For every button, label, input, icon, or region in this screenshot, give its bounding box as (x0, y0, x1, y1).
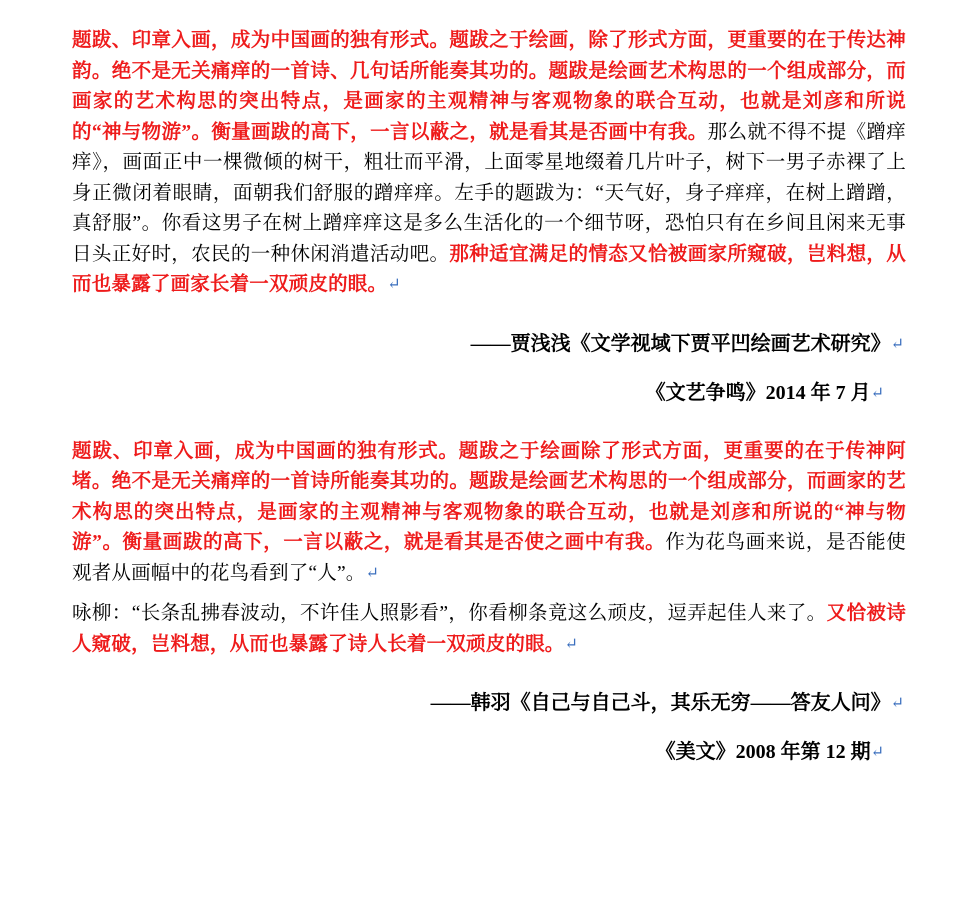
journal-text: 《文艺争鸣》2014 年 7 月 (645, 381, 871, 404)
attribution-journal-1 (72, 378, 906, 409)
text-run-black: 咏柳：“长条乱拂春波动，不许佳人照影看”，你看柳条竟这么顽皮，逗弄起佳人来了。 (72, 603, 827, 624)
paragraph-excerpt-2-p2 (72, 599, 906, 660)
attribution-journal-2 (72, 737, 906, 768)
paragraph-mark-icon: ↵ (564, 635, 579, 653)
spacer (72, 409, 906, 437)
text-run-red: 又恰被诗人窥破，岂料想，从而也暴露了诗人长着一双顽皮的眼。 (72, 603, 906, 655)
attribution-source-2 (72, 688, 906, 719)
text-run-red: 题跋、印章入画，成为中国画的独有形式。题跋之于绘画，除了形式方面，更重要的在于传达神韵。绝不是无关痛痒的一首诗、几句话所能奏其功的。题跋是绘画艺术构思的一个组成部分，而画家的艺术构思的突出特点，是画家的主观精神与客观物象的联合互动，也就是刘彦和所说的“神与物游”。衡量画跋的高下，一言以蔽之，就是看其是否画中有我。 (72, 30, 906, 143)
journal-text: 《美文》2008 年第 12 期 (655, 741, 871, 763)
spacer (72, 660, 906, 688)
spacer (72, 360, 906, 378)
paragraph-mark-icon: ↵ (870, 744, 884, 761)
paragraph-mark-icon: ↵ (365, 564, 380, 582)
paragraph-excerpt-2-p1 (72, 437, 906, 590)
spacer (72, 589, 906, 599)
paragraph-mark-icon: ↵ (890, 335, 904, 353)
text-run-black: 那么就不得不提《蹭痒痒》，画面正中一棵微倾的树干，粗壮而平滑，上面零星地缀着几片叶子，树下一男子赤裸了上身正微闭着眼睛，面朝我们舒服的蹭痒痒。左手的题跋为：“天气好，身子痒痒，在树上蹭蹭，真舒服”。你看这男子在树上蹭痒痒这是多么生活化的一个细节呀，恐怕只有在乡间且闲来无事日头正好时，农民的一种休闲消遣活动吧。 (72, 121, 906, 265)
paragraph-excerpt-1 (72, 26, 906, 301)
spacer (72, 301, 906, 329)
attribution-text: ——贾浅浅《文学视域下贾平凹绘画艺术研究》 (470, 332, 891, 355)
text-run-black: 作为花鸟画来说，是否能使观者从画幅中的花鸟看到了“人”。 (72, 532, 906, 584)
spacer (72, 719, 906, 737)
paragraph-mark-icon: ↵ (387, 276, 401, 293)
attribution-text: ——韩羽《自己与自己斗，其乐无穷——答友人问》 (430, 692, 891, 714)
paragraph-mark-icon: ↵ (870, 384, 884, 402)
paragraph-mark-icon: ↵ (890, 695, 904, 712)
text-run-red: 题跋、印章入画，成为中国画的独有形式。题跋之于绘画除了形式方面，更重要的在于传神阿堵。绝不是无关痛痒的一首诗所能奏其功的。题跋是绘画艺术构思的一个组成部分，而画家的艺术构思的突出特点，是画家的主观精神与客观物象的联合互动，也就是刘彦和所说的“神与物游”。衡量画跋的高下，一言以蔽之，就是看其是否使之画中有我。 (72, 440, 906, 553)
attribution-source-1 (72, 329, 906, 360)
text-run-red: 那种适宜满足的情态又恰被画家所窥破，岂料想，从而也暴露了画家长着一双顽皮的眼。 (72, 243, 906, 295)
